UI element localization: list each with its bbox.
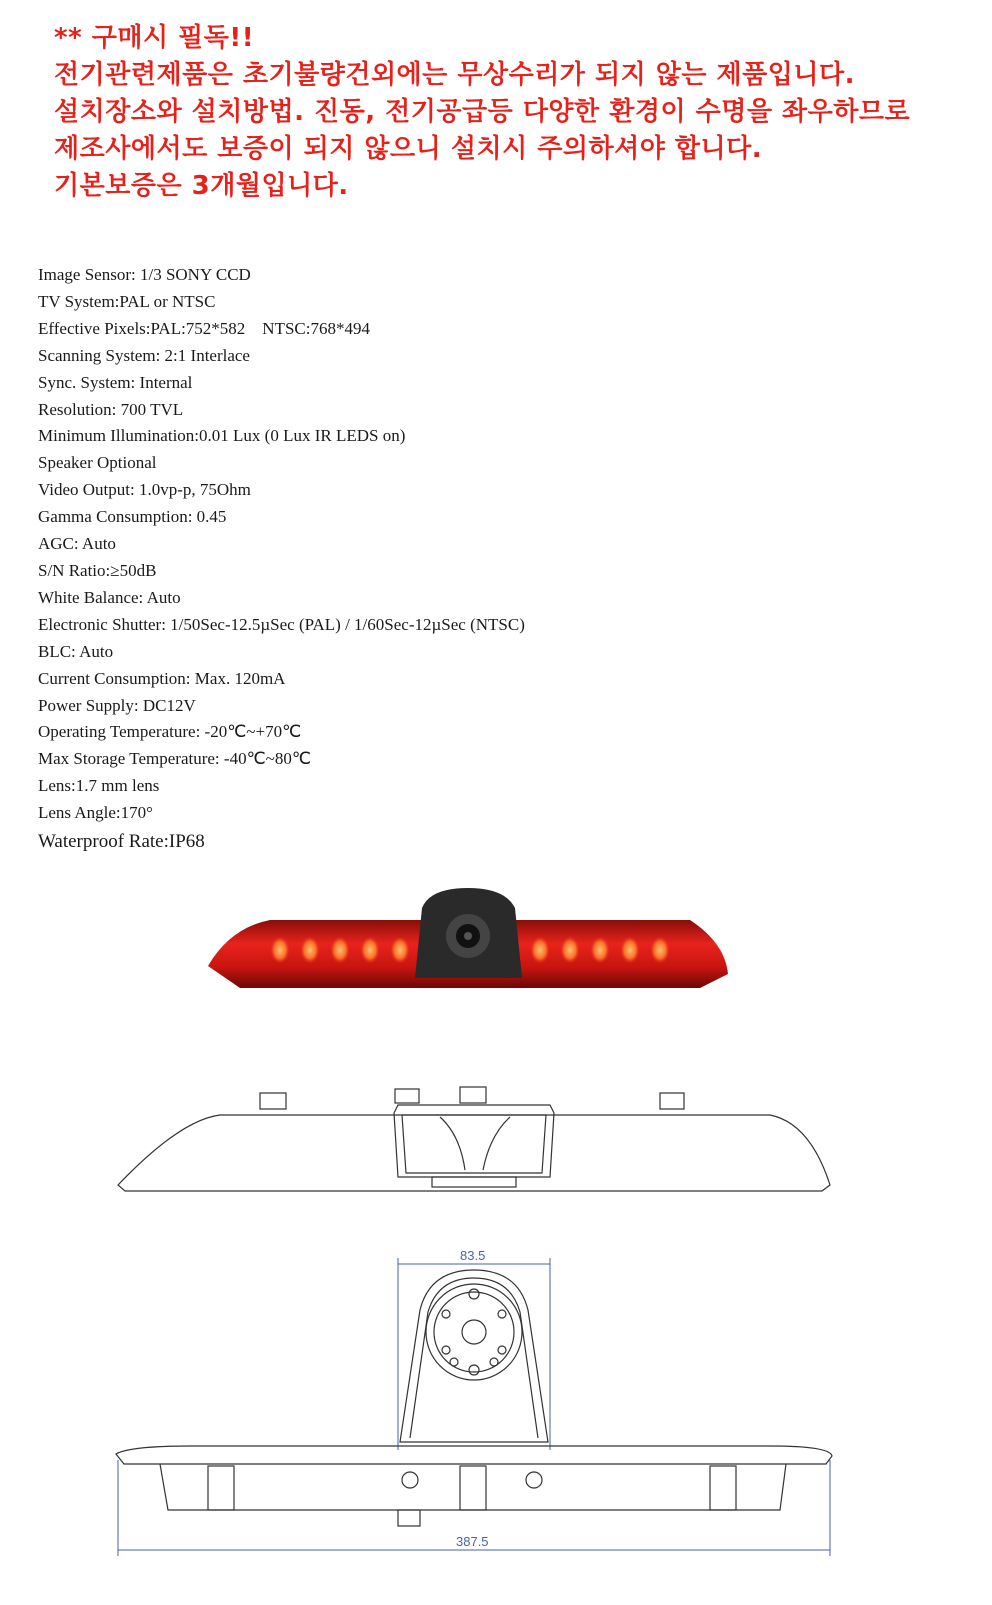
spec-effective-pixels: Effective Pixels:PAL:752*582 NTSC:768*494	[38, 318, 370, 338]
side-view-drawing	[110, 1105, 860, 1220]
spec-lens: Lens:1.7 mm lens	[38, 776, 160, 796]
spec-video-output: Video Output: 1.0vp-p, 75Ohm	[38, 480, 251, 500]
spec-scanning-system: Scanning System: 2:1 Interlace	[38, 345, 250, 365]
notice-line-4: 제조사에서도 보증이 되지 않으니 설치시 주의하셔야 합니다.	[54, 134, 763, 164]
spec-minimum-illumination: Minimum Illumination:0.01 Lux (0 Lux IR LEDS on)	[38, 426, 406, 446]
spec-tv-system: TV System:PAL or NTSC	[38, 291, 216, 311]
spec-sn-ratio: S/N Ratio:≥50dB	[38, 560, 157, 580]
spec-current-consumption: Current Consumption: Max. 120mA	[38, 668, 286, 688]
spec-gamma: Gamma Consumption: 0.45	[38, 507, 227, 527]
spec-electronic-shutter: Electronic Shutter: 1/50Sec-12.5µSec (PAL) / 1/60Sec-12µSec (NTSC)	[38, 614, 525, 634]
dimension-bottom-label: 387.5	[456, 1534, 489, 1549]
spec-waterproof-rate: Waterproof Rate:IP68	[38, 831, 205, 853]
spec-speaker: Speaker Optional	[38, 453, 157, 473]
spec-image-sensor: Image Sensor: 1/3 SONY CCD	[38, 265, 251, 284]
spec-power-supply: Power Supply: DC12V	[38, 695, 196, 715]
spec-white-balance: White Balance: Auto	[38, 587, 181, 607]
purchase-notice	[54, 20, 954, 205]
front-view-drawing	[110, 1248, 860, 1600]
notice-line-2: 전기관련제품은 초기불량건외에는 무상수리가 되지 않는 제품입니다.	[54, 60, 856, 90]
spec-operating-temperature: Operating Temperature: -20℃~+70℃	[38, 722, 302, 742]
spec-list	[38, 262, 738, 857]
notice-line-3: 설치장소와 설치방법. 진동, 전기공급등 다양한 환경이 수명을 좌우하므로	[54, 97, 911, 127]
product-photo	[200, 888, 735, 1033]
spec-resolution: Resolution: 700 TVL	[38, 399, 184, 419]
spec-agc: AGC: Auto	[38, 534, 116, 554]
spec-blc: BLC: Auto	[38, 641, 114, 661]
spec-storage-temperature: Max Storage Temperature: -40℃~80℃	[38, 749, 311, 769]
spec-sync-system: Sync. System: Internal	[38, 372, 193, 392]
dimension-top-label: 83.5	[460, 1248, 486, 1263]
spec-lens-angle: Lens Angle:170°	[38, 803, 153, 823]
notice-line-5: 기본보증은 3개월입니다.	[54, 171, 349, 201]
notice-line-1: ** 구매시 필독!!	[54, 23, 255, 53]
